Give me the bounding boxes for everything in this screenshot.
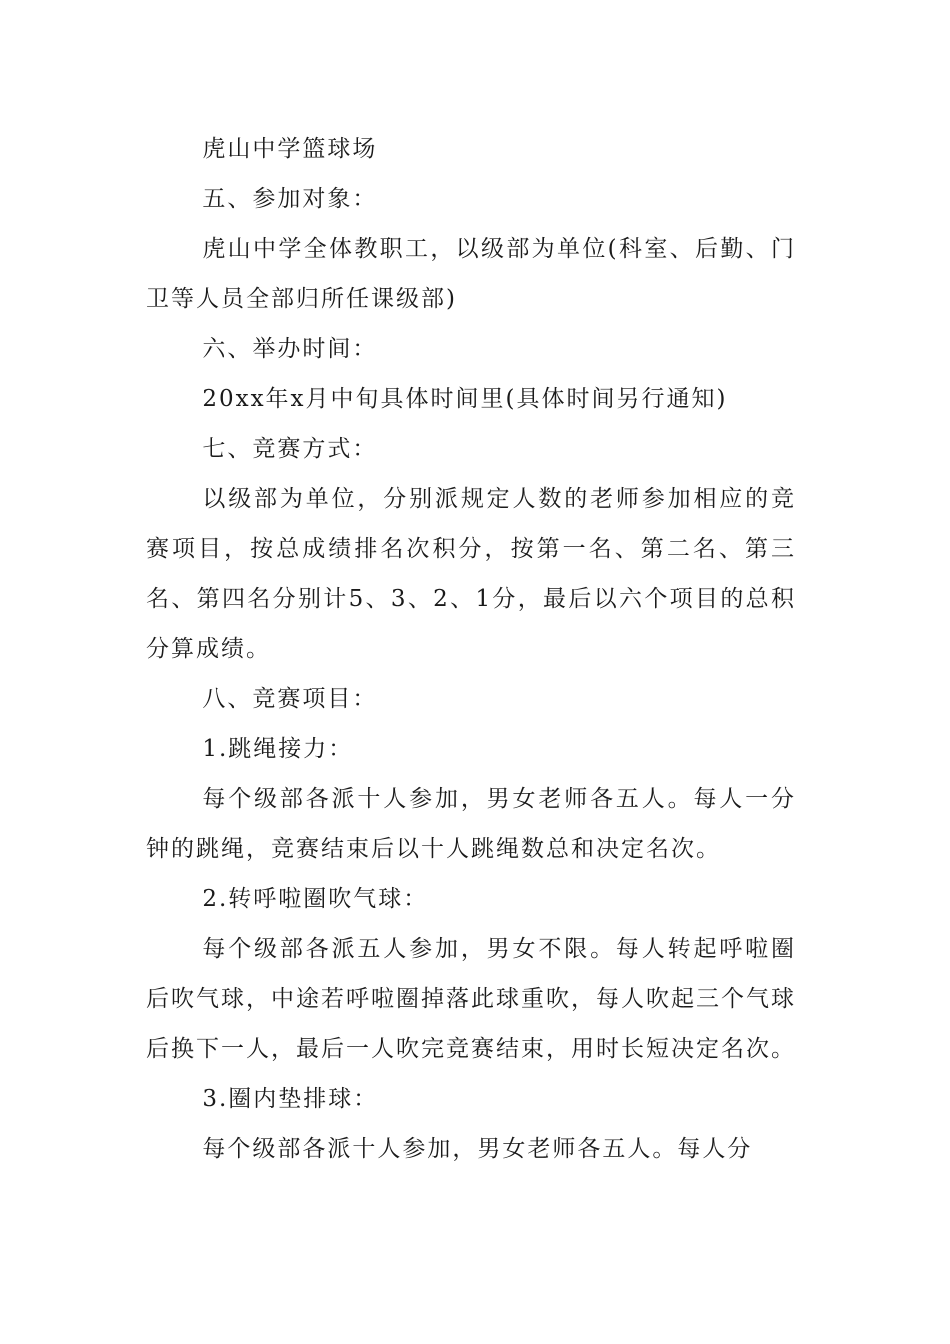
event-desc-rope-relay: 每个级部各派十人参加，男女老师各五人。每人一分钟的跳绳，竞赛结束后以十人跳绳数总和决定名次。: [146, 786, 796, 862]
heading-participants: 五、参加对象：: [202, 186, 378, 212]
document-body: [146, 124, 796, 1174]
heading-events: 八、竞赛项目：: [202, 686, 378, 712]
event-title-hula-balloon: 2.转呼啦圈吹气球：: [202, 886, 429, 912]
event-desc-hula-balloon: 每个级部各派五人参加，男女不限。每人转起呼啦圈后吹气球，中途若呼啦圈掉落此球重吹，每人吹起三个气球后换下一人，最后一人吹完竞赛结束，用时长短决定名次。: [146, 936, 796, 1062]
paragraph-competition-method: 以级部为单位，分别派规定人数的老师参加相应的竞赛项目，按总成绩排名次积分，按第一名、第二名、第三名、第四名分别计5、3、2、1分，最后以六个项目的总积分算成绩。: [146, 486, 796, 662]
paragraph-participants: 虎山中学全体教职工，以级部为单位(科室、后勤、门卫等人员全部归所任课级部): [146, 236, 796, 312]
event-desc-volleyball: 每个级部各派十人参加，男女老师各五人。每人分: [202, 1136, 753, 1162]
event-title-rope-relay: 1.跳绳接力：: [202, 736, 354, 762]
heading-time: 六、举办时间：: [202, 336, 378, 362]
event-title-volleyball: 3.圈内垫排球：: [202, 1086, 379, 1112]
paragraph-time: 20xx年x月中旬具体时间里(具体时间另行通知): [202, 386, 728, 412]
paragraph-venue: 虎山中学篮球场: [202, 136, 378, 162]
heading-competition-method: 七、竞赛方式：: [202, 436, 378, 462]
